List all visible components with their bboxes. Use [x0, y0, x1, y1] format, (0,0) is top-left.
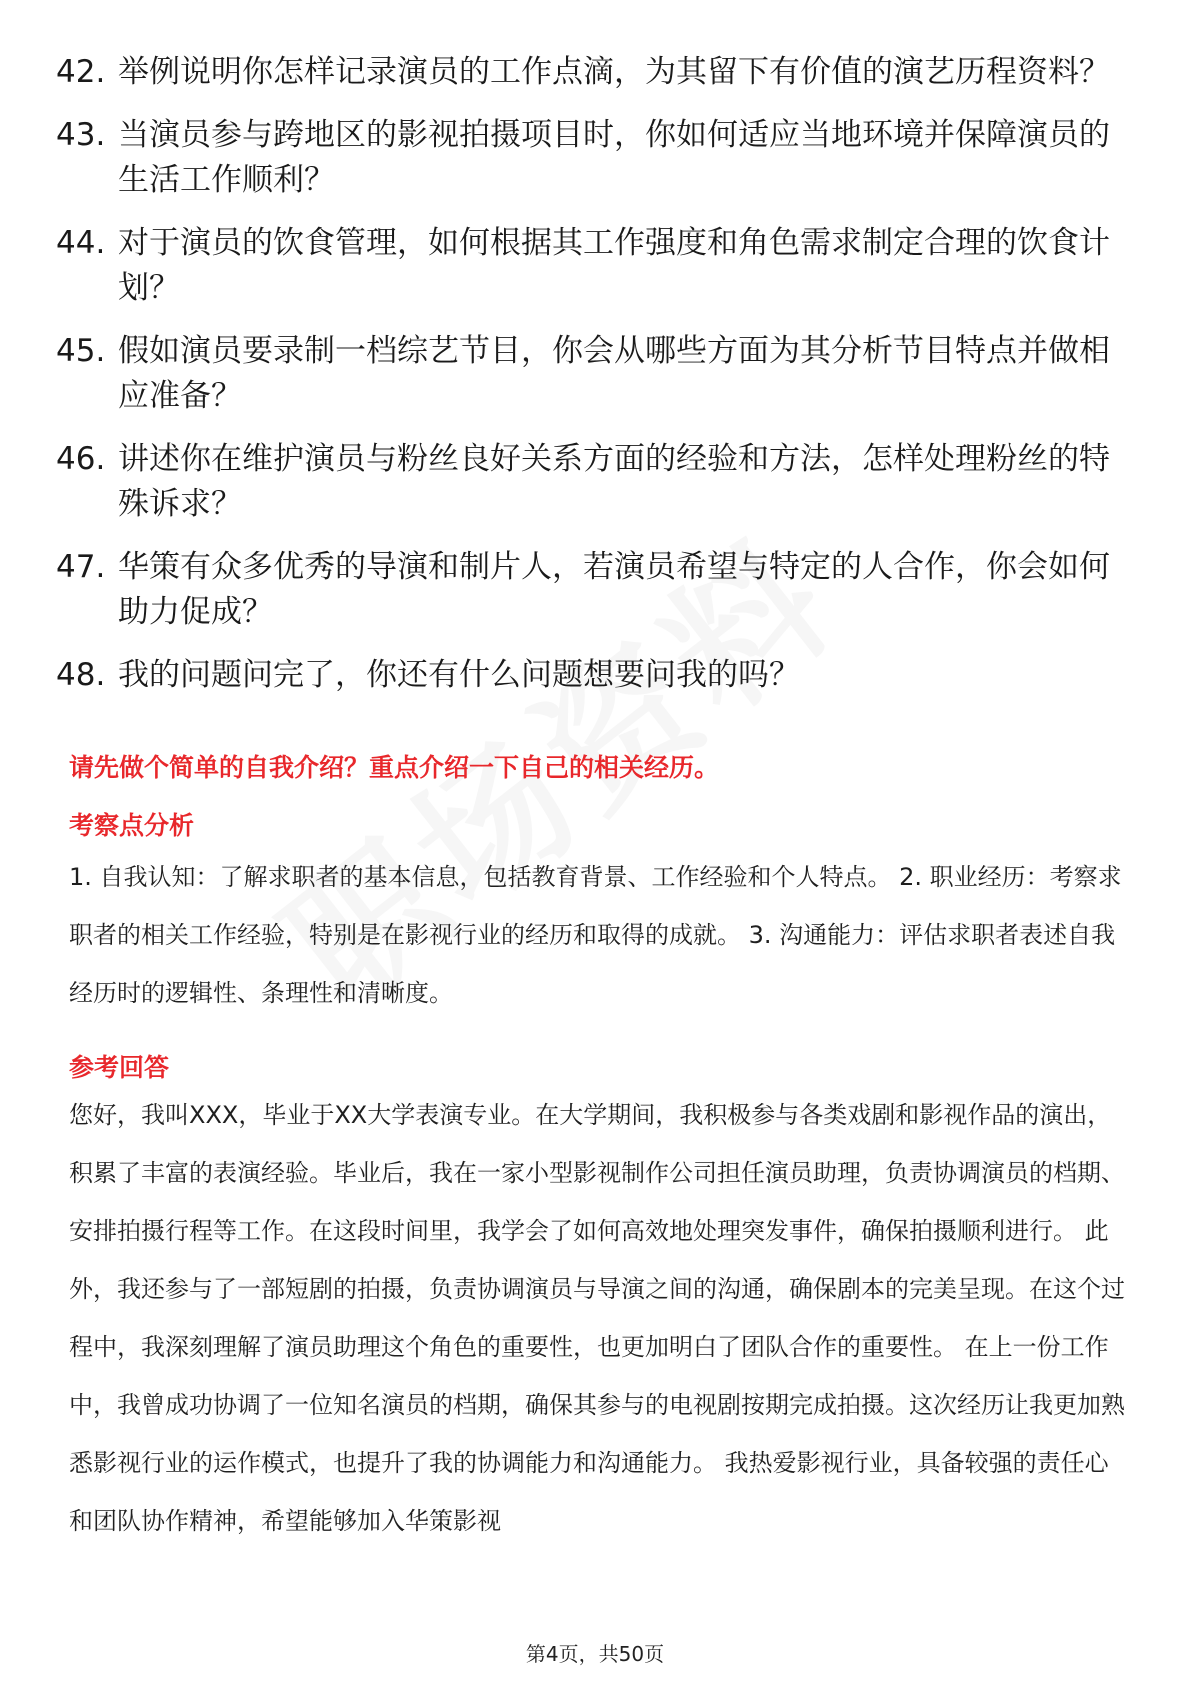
answer-heading: 参考回答: [69, 1053, 170, 1082]
question-text: 华策有众多优秀的导演和制片人，若演员希望与特定的人合作，你会如何助力促成？: [118, 549, 1110, 630]
question-text: 举例说明你怎样记录演员的工作点滴，为其留下有价值的演艺历程资料？: [118, 54, 1110, 90]
analysis-heading: 考察点分析: [69, 811, 195, 840]
question-number: 42.: [56, 54, 106, 90]
question-number: 45.: [56, 333, 106, 369]
question-number: 43.: [56, 117, 106, 153]
question-number: 44.: [56, 225, 106, 261]
question-number: 47.: [56, 549, 106, 585]
question-item: [56, 50, 1136, 95]
question-number: 46.: [56, 441, 106, 477]
analysis-body: 1. 自我认知：了解求职者的基本信息，包括教育背景、工作经验和个人特点。 2. 职业经历：考察求职者的相关工作经验，特别是在影视行业的经历和取得的成就。 3. 沟通能力：评估求职者表述自我经历时的逻辑性、条理性和清晰度。: [69, 863, 1122, 1007]
question-text: 当演员参与跨地区的影视拍摄项目时，你如何适应当地环境并保障演员的生活工作顺利？: [118, 117, 1110, 198]
question-item: [56, 221, 1136, 311]
question-item: [56, 545, 1136, 635]
page-footer: 第4页，共50页: [525, 1642, 665, 1666]
question-list: [56, 50, 1136, 716]
question-item: [56, 653, 1136, 698]
question-item: [56, 437, 1136, 527]
question-item: [56, 329, 1136, 419]
question-text: 假如演员要录制一档综艺节目，你会从哪些方面为其分析节目特点并做相应准备？: [118, 333, 1110, 414]
answer-body: 您好，我叫XXX，毕业于XX大学表演专业。在大学期间，我积极参与各类戏剧和影视作品的演出，积累了丰富的表演经验。毕业后，我在一家小型影视制作公司担任演员助理，负责协调演员的档期、安排拍摄行程等工作。在这段时间里，我学会了如何高效地处理突发事件，确保拍摄顺利进行。 此外，我还参与了一部短剧的拍摄，负责协调演员与导演之间的沟通，确保剧本的完美呈现。在这个过程中，我深刻理解了演员助理这个角色的重要性，也更加明白了团队合作的重要性。 在上一份工作中，我曾成功协调了一位知名演员的档期，确保其参与的电视剧按期完成拍摄。这次经历让我更加熟悉影视行业的运作模式，也提升了我的协调能力和沟通能力。 我热爱影视行业，具备较强的责任心和团队协作精神，希望能够加入华策影视: [69, 1101, 1125, 1535]
question-text: 讲述你在维护演员与粉丝良好关系方面的经验和方法，怎样处理粉丝的特殊诉求？: [118, 441, 1110, 522]
question-number: 48.: [56, 657, 106, 693]
featured-question: 请先做个简单的自我介绍？重点介绍一下自己的相关经历。: [69, 753, 720, 782]
question-text: 我的问题问完了，你还有什么问题想要问我的吗？: [118, 657, 800, 693]
question-item: [56, 113, 1136, 203]
question-text: 对于演员的饮食管理，如何根据其工作强度和角色需求制定合理的饮食计划？: [118, 225, 1110, 306]
